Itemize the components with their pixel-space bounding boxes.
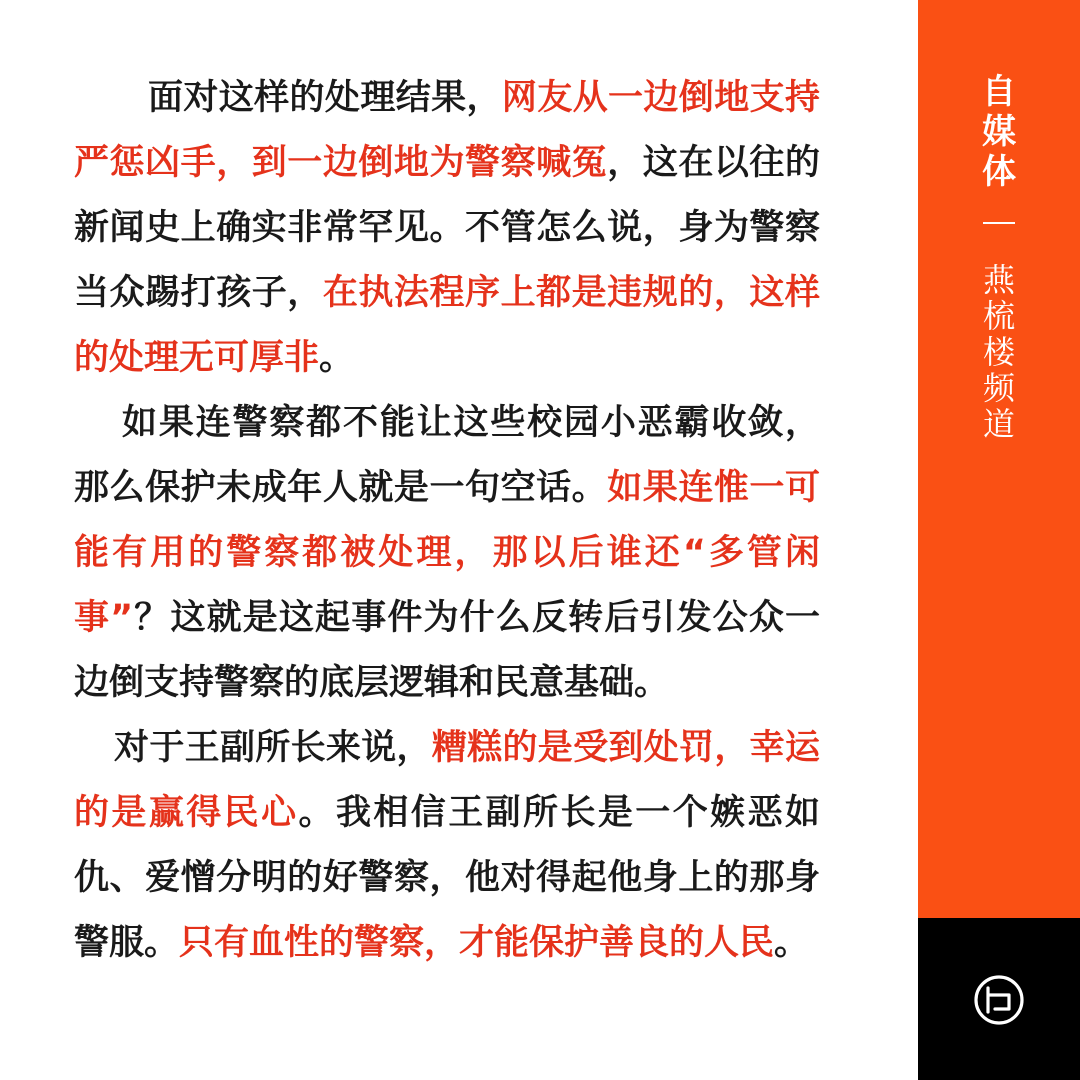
paragraph-1-highlight-2: 在执法程序上都是违规的，这样的处理无可厚非 <box>74 273 820 378</box>
paragraph-2-text: 如果连警察都不能让这些校园小恶霸收敛，那么保护未成年人就是一句空话。 <box>74 403 820 508</box>
paragraph-1-text: ，这在以往的新闻史上确实非常罕见。不管怎么说，身为警察当众踢打孩子， <box>74 143 820 313</box>
article-body <box>74 66 820 976</box>
paragraph-2-text: ？这就是这起事件为什么反转后引发公众一边倒支持警察的底层逻辑和民意基础。 <box>74 598 820 703</box>
paragraph-2-highlight: 如果连惟一可能有用的警察都被处理，那以后谁还“多管闲事” <box>74 468 820 638</box>
channel-logo-icon <box>973 974 1025 1026</box>
paragraph-1 <box>74 66 820 391</box>
paragraph-3-text: 。 <box>774 923 810 963</box>
brand-sidebar <box>918 0 1080 918</box>
paragraph-3-highlight-1: 糟糕的是受到处罚，幸运的是赢得民心 <box>74 728 820 833</box>
paragraph-3 <box>74 716 820 976</box>
paragraph-3-text: 。我相信王副所长是一个嫉恶如仇、爱憎分明的好警察，他对得起他身上的那身警服。 <box>74 793 820 963</box>
brand-primary-label: 自媒体 <box>982 72 1016 192</box>
paragraph-1-text: 。 <box>319 338 355 378</box>
paragraph-3-text: 对于王副所长来说， <box>114 728 432 768</box>
brand-divider <box>983 222 1015 224</box>
paragraph-1-highlight-1: 网友从一边倒地支持严惩凶手，到一边倒地为警察喊冤 <box>74 78 820 183</box>
paragraph-3-highlight-2: 只有血性的警察，才能保护善良的人民 <box>179 923 775 963</box>
brand-channel-name: 燕梳楼频道 <box>982 261 1015 443</box>
paragraph-1-text: 面对这样的处理结果， <box>148 78 502 118</box>
logo-block <box>918 918 1080 1080</box>
paragraph-2 <box>74 391 820 716</box>
